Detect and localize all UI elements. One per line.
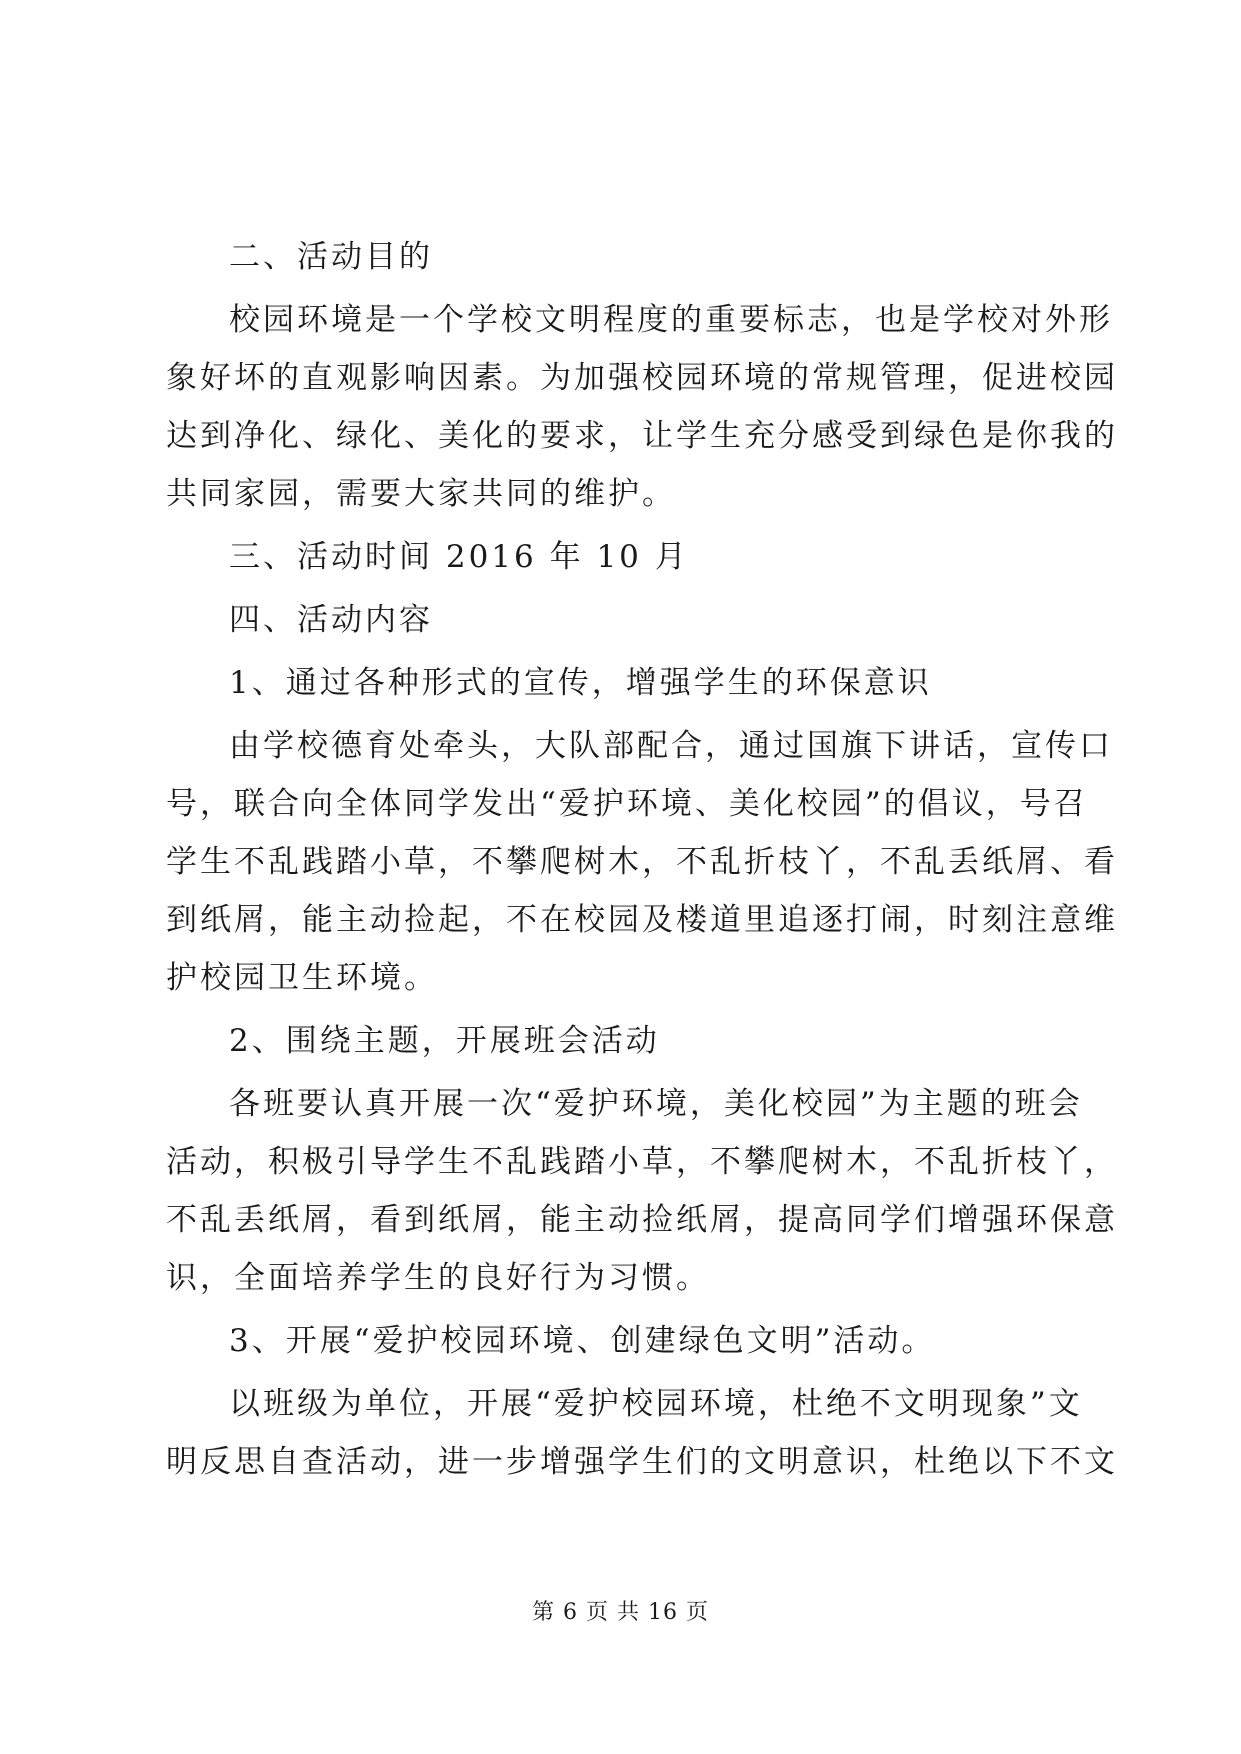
page-number-footer: 第 6 页 共 16 页 (532, 1600, 709, 1625)
paragraph-line: 以班级为单位，开展“爱护校园环境，杜绝不文明现象”文 (229, 1386, 1083, 1422)
subheading-item-3: 3、开展“爱护校园环境、创建绿色文明”活动。 (229, 1323, 936, 1359)
paragraph-line: 不乱丢纸屑，看到纸屑，能主动捡纸屑，提高同学们增强环保意 (166, 1202, 1118, 1238)
subheading-item-2: 2、围绕主题，开展班会活动 (229, 1023, 660, 1059)
paragraph-line: 共同家园，需要大家共同的维护。 (166, 476, 676, 512)
heading-activity-time: 三、活动时间 2016 年 10 月 (229, 539, 689, 575)
heading-activity-purpose: 二、活动目的 (229, 239, 433, 275)
paragraph-line: 号，联合向全体同学发出“爱护环境、美化校园”的倡议，号召 (166, 786, 1088, 822)
subheading-item-1: 1、通过各种形式的宣传，增强学生的环保意识 (229, 665, 932, 701)
paragraph-line: 识，全面培养学生的良好行为习惯。 (166, 1260, 710, 1296)
paragraph-line: 达到净化、绿化、美化的要求，让学生充分感受到绿色是你我的 (166, 418, 1118, 454)
paragraph-line: 校园环境是一个学校文明程度的重要标志，也是学校对外形 (229, 302, 1113, 338)
paragraph-line: 活动，积极引导学生不乱践踏小草，不攀爬树木，不乱折枝丫， (166, 1144, 1118, 1180)
paragraph-line: 象好坏的直观影响因素。为加强校园环境的常规管理，促进校园 (166, 360, 1118, 396)
paragraph-line: 学生不乱践踏小草，不攀爬树木，不乱折枝丫，不乱丢纸屑、看 (166, 844, 1118, 880)
paragraph-line: 护校园卫生环境。 (166, 960, 438, 996)
paragraph-line: 各班要认真开展一次“爱护环境，美化校园”为主题的班会 (229, 1086, 1083, 1122)
paragraph-line: 由学校德育处牵头，大队部配合，通过国旗下讲话，宣传口 (229, 728, 1113, 764)
paragraph-line: 到纸屑，能主动捡起，不在校园及楼道里追逐打闹，时刻注意维 (166, 902, 1118, 938)
paragraph-line: 明反思自查活动，进一步增强学生们的文明意识，杜绝以下不文 (166, 1444, 1118, 1480)
heading-activity-content: 四、活动内容 (229, 602, 433, 638)
